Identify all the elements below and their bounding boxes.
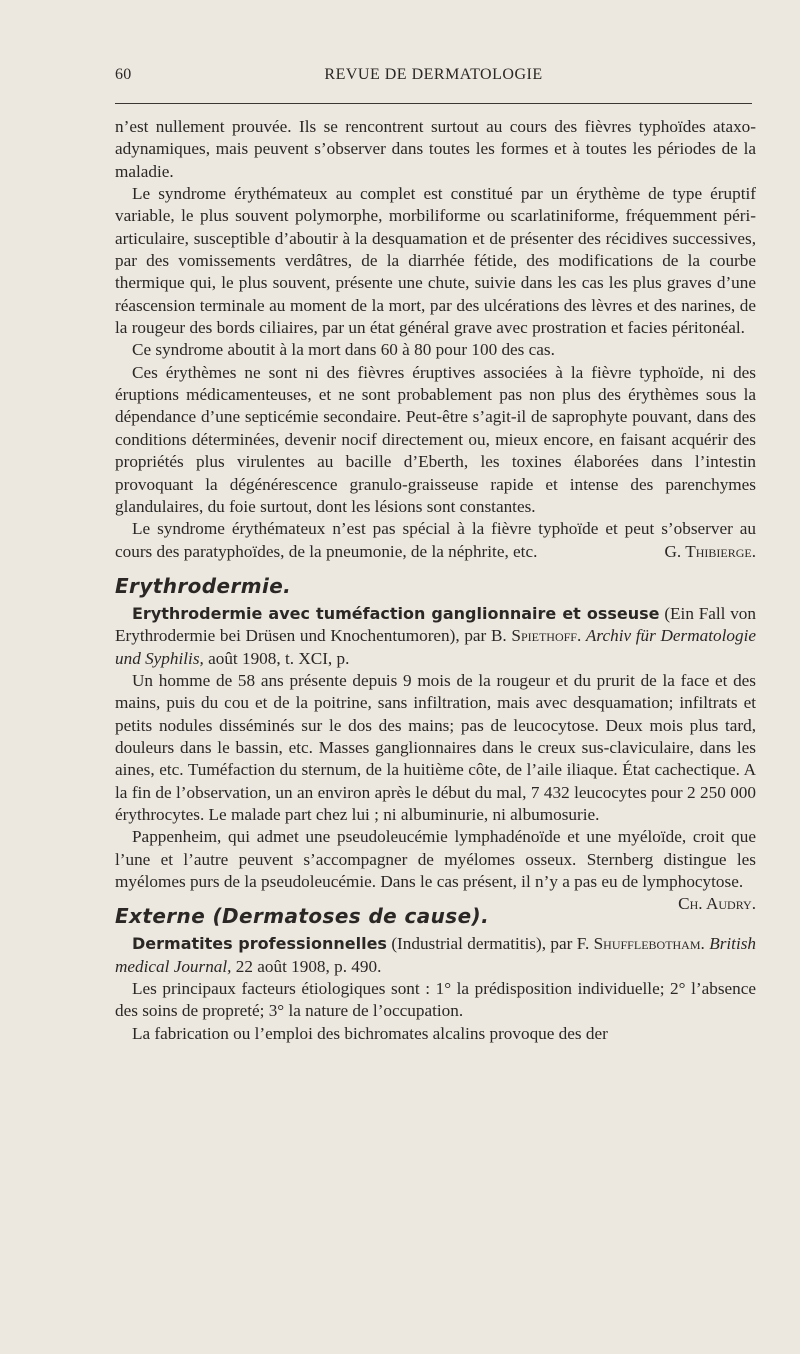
citation-end: 22 août 1908, p. 490. — [231, 956, 382, 976]
section-heading: Externe (Dermatoses de cause). — [115, 904, 490, 929]
paragraph: La fabrication ou l’emploi des bichromates alcalins provoque des der — [132, 1023, 608, 1043]
paragraph — [115, 826, 756, 914]
journal-name: British medical Journal, — [115, 934, 757, 976]
section-heading: Erythrodermie. — [115, 573, 292, 598]
journal-name: Archiv für Dermatologie und Syphilis, — [115, 626, 756, 668]
paragraph — [115, 518, 756, 563]
article-title: Dermatites professionnelles — [132, 934, 387, 954]
author: F. Shufflebotham. — [576, 934, 705, 954]
article-title: Erythrodermie avec tuméfaction ganglionnaire et osseuse — [132, 603, 660, 623]
signature: Ch. Audry. — [678, 894, 756, 914]
header-rule — [115, 103, 752, 104]
paragraph: Le syndrome érythémateux au complet est constitué par un érythème de type éruptif variable, le plus souvent polymorphe, morbiliforme ou scarlatiniforme, fréquemment péri-articulaire, susceptible d’aboutir à la desquamation et de présenter des récidives successives, par des vomissements verdâtres, de la diarrhée fétide, des modifications de la courbe thermique qui, le plus souvent, présente une chute, suivie dans les cas les plus graves d’une réascension terminale au moment de la mort, par des ulcérations des lèvres et des narines, de la rougeur des bords ciliaires, par un état général grave avec prostration et facies péritonéal. — [115, 184, 756, 338]
article-citation — [115, 603, 756, 670]
body-text — [115, 116, 756, 1045]
citation-end: août 1908, t. XCI, p. — [203, 648, 350, 668]
citation-text: (Ein Fall von Erythrodermie bei Drüsen und Knochentumoren), par — [115, 603, 756, 646]
paragraph: Les principaux facteurs étiologiques sont : 1° la prédisposition individuelle; 2° l’absence des soins de propreté; 3° la nature de l’occupation. — [115, 979, 756, 1021]
author: B. Spiethoff. — [490, 626, 582, 646]
paragraph: n’est nullement prouvée. Ils se rencontrent surtout au cours des fièvres typhoïdes ataxo-adynamiques, mais peuvent s’observer dans toutes les formes et à toutes les périodes de la maladie. — [115, 117, 756, 181]
citation-text: (Industrial dermatitis), par — [386, 934, 577, 954]
paragraph: Ce syndrome aboutit à la mort dans 60 à 80 pour 100 des cas. — [132, 340, 555, 360]
paragraph-text: Pappenheim, qui admet une pseudoleucémie lymphadénoïde et une myéloïde, croit que l’une et l’autre peuvent s’accompagner de myélomes osseux. Sternberg distingue les myélomes purs de la pseudoleucémie. Dans le cas présent, il n’y a pas eu de lymphocytose. — [115, 827, 756, 891]
paragraph: Un homme de 58 ans présente depuis 9 mois de la rougeur et du prurit de la face et des mains, puis du cou et de la poitrine, sans infiltration, mais avec desquamation; infiltrats et petits nodules disséminés sur le dos des mains; pas de leucocytose. Deux mois plus tard, douleurs dans le bassin, etc. Masses ganglionnaires dans le creux sus-claviculaire, dans les aines, etc. Tuméfaction du sternum, de la huitième côte, de l’aile iliaque. État cachectique. A la fin de l’observation, un an environ après le début du mal, 7 432 leucocytes pour 2 250 000 érythrocytes. Le malade part chez lui ; ni albuminurie, ni albumosurie. — [115, 670, 756, 824]
article-citation — [115, 933, 756, 978]
signature: G. Thibierge. — [664, 541, 756, 561]
journal-title: REVUE DE DERMATOLOGIE — [324, 66, 543, 83]
page-number: 60 — [115, 66, 132, 83]
paragraph: Ces érythèmes ne sont ni des fièvres éruptives associées à la fièvre typhoïde, ni des éruptions médicamenteuses, et ne sont probablement pas non plus des érythèmes sous la dépendance d’une septicémie secondaire. Peut-être s’agit-il de saprophyte pouvant, dans des conditions déterminées, devenir nocif directement ou, mieux encore, en faisant acquérir des propriétés plus virulentes au bacille d’Eberth, les toxines élaborées dans l’intestin provoquant la dégénérescence granulo-graisseuse rapide et intense des parenchymes glandulaires, du foie surtout, dont les lésions sont constantes. — [115, 362, 756, 516]
paragraph-text: Le syndrome érythémateux n’est pas spécial à la fièvre typhoïde et peut s’observer au cours des paratyphoïdes, de la pneumonie, de la néphrite, etc. — [115, 519, 756, 561]
